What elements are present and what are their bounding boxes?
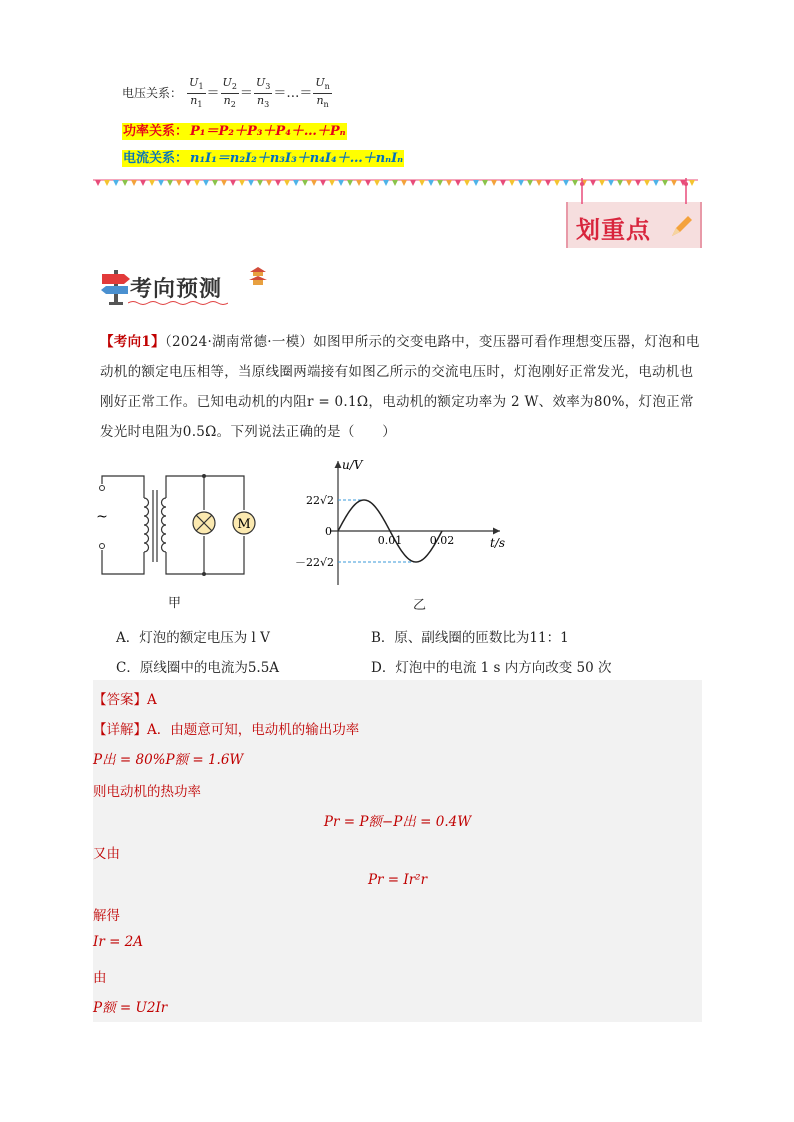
ribbon-triangle: [158, 180, 164, 186]
voltage-fraction-3: $\frac{U_3}{n_3}$: [255, 76, 271, 110]
ribbon-triangle: [392, 180, 398, 186]
ribbon-triangle: [545, 180, 551, 186]
ribbon-triangle: [131, 180, 137, 186]
circuit-diagram: [96, 470, 256, 580]
answer-panel: [93, 680, 702, 1022]
power-expression: P₁＝P₂＋P₃＋P₄＋…＋Pₙ: [190, 124, 346, 139]
ribbon-triangle: [95, 180, 101, 186]
question-text: [100, 327, 700, 447]
ribbon-triangle: [563, 180, 569, 186]
y-min-label: －22√2: [294, 556, 334, 569]
section-header: [100, 266, 270, 306]
ac-source-symbol: ~: [96, 509, 108, 525]
ribbon-triangle: [437, 180, 443, 186]
ribbon-triangle: [482, 180, 488, 186]
ribbon-triangle: [383, 180, 389, 186]
lamp-symbol: [193, 512, 215, 534]
question-tag: 【考向1】: [100, 334, 165, 350]
voltage-label: 电压关系：: [122, 86, 183, 101]
detail-line-3: Pr = P额−P出 = 0.4W: [323, 814, 472, 830]
ribbon-triangle: [140, 180, 146, 186]
detail-line-8: 由: [93, 970, 107, 986]
ribbon-triangle: [527, 180, 533, 186]
ribbon-triangle: [113, 180, 119, 186]
svg-text:M: M: [237, 517, 251, 532]
ribbon-triangle: [167, 180, 173, 186]
ribbon-triangle: [500, 180, 506, 186]
ribbon-triangle: [104, 180, 110, 186]
ribbon-triangle: [356, 180, 362, 186]
ribbon-triangle: [410, 180, 416, 186]
ribbon-triangle: [347, 180, 353, 186]
ribbon-triangle: [419, 180, 425, 186]
ribbon-triangle: [401, 180, 407, 186]
voltage-fraction-n: $\frac{U_n}{n_n}$: [315, 76, 330, 110]
ribbon-triangle: [320, 180, 326, 186]
option-b: B．原、副线圈的匝数比为11：1: [371, 630, 569, 646]
voltage-relation: 电压关系： $\frac{U_1}{n_1}$ ＝ $\frac{U_2}{n_2}$ ＝ $\frac{U_3}{n_3}$ ＝…＝ $\frac{U_n}{n_n}$: [122, 76, 330, 110]
voltage-fraction-1: $\frac{U_1}{n_1}$: [189, 76, 204, 110]
ribbon-triangle: [248, 180, 254, 186]
ribbon-triangle: [536, 180, 542, 186]
ribbon-triangle: [185, 180, 191, 186]
ribbon-triangle: [311, 180, 317, 186]
ribbon-triangle: [266, 180, 272, 186]
ribbon-triangle: [554, 180, 560, 186]
pagoda-icon: [248, 266, 268, 288]
detail-line-2: 则电动机的热功率: [93, 784, 201, 800]
origin-label: 0: [325, 525, 332, 538]
ribbon-triangle: [212, 180, 218, 186]
ribbon-triangle: [374, 180, 380, 186]
ribbon-triangle: [509, 180, 515, 186]
ribbon-triangle: [176, 180, 182, 186]
ribbon-triangle: [329, 180, 335, 186]
answer-label: 【答案】A: [93, 692, 157, 708]
ribbon-triangle: [122, 180, 128, 186]
ribbon-triangle: [455, 180, 461, 186]
current-relation: [122, 147, 404, 166]
x-axis-label: t/s: [490, 536, 506, 550]
ribbon-triangle: [428, 180, 434, 186]
ribbon-triangle: [149, 180, 155, 186]
detail-intro: 【详解】A．由题意可知，电动机的输出功率: [93, 722, 360, 738]
current-label: 电流关系：: [123, 151, 189, 166]
ribbon-triangle: [257, 180, 263, 186]
ribbon-triangle: [302, 180, 308, 186]
ribbon-triangle: [275, 180, 281, 186]
ribbon-triangle: [365, 180, 371, 186]
power-label: 功率关系：: [123, 124, 189, 139]
detail-line-5: Pr = Ir²r: [367, 872, 428, 888]
ribbon-triangle: [338, 180, 344, 186]
ribbon-triangle: [221, 180, 227, 186]
detail-line-6: 解得: [93, 908, 120, 924]
wavy-underline: [128, 300, 228, 306]
ribbon-triangle: [230, 180, 236, 186]
ribbon-triangle: [284, 180, 290, 186]
motor-symbol: [233, 512, 255, 534]
ribbon-triangle: [293, 180, 299, 186]
ribbon-triangle: [473, 180, 479, 186]
x-tick-label-2: 0.02: [429, 534, 455, 547]
ribbon-triangle: [203, 180, 209, 186]
ribbon-triangle: [446, 180, 452, 186]
y-axis-label: u/V: [342, 458, 363, 472]
option-d: D．灯泡中的电流 1 s 内方向改变 50 次: [371, 660, 612, 676]
pencil-icon: [668, 214, 694, 240]
ribbon-triangle: [464, 180, 470, 186]
detail-line-7: Ir = 2A: [93, 934, 144, 950]
y-max-label: 22√2: [305, 494, 334, 507]
graph-caption: 乙: [413, 598, 427, 613]
question-body: （2024·湖南常德·一模）如图甲所示的交变电路中，变压器可看作理想变压器，灯泡和电动机的额定电压相等，当原线圈两端接有如图乙所示的交流电压时，灯泡刚好正常发光，电动机也刚好正常工作。已知电动机的内阻r = 0.1Ω，电动机的额定功率为 2 W、效率为80%，灯泡正常发光时电阻为0.5Ω。下列说法正确的是（ ）: [100, 334, 700, 440]
ribbon-triangle: [518, 180, 524, 186]
ribbon-triangle: [239, 180, 245, 186]
option-a: A．灯泡的额定电压为 l V: [116, 630, 270, 646]
highlight-badge: [566, 202, 702, 248]
x-tick-label-1: 0.01: [377, 534, 403, 547]
badge-strings: [578, 178, 690, 204]
detail-line-4: 又由: [93, 846, 120, 862]
detail-line-9: P额 = U2Ir: [93, 1000, 168, 1016]
ribbon-triangle: [491, 180, 497, 186]
voltage-fraction-2: $\frac{U_2}{n_2}$: [222, 76, 237, 110]
voltage-graph: [290, 455, 520, 590]
highlight-badge-text: 划重点: [576, 216, 651, 244]
current-expression: n₁I₁＝n₂I₂＋n₃I₃＋n₄I₄＋…＋nₙIₙ: [190, 151, 404, 166]
power-relation: [122, 120, 347, 139]
circuit-caption: 甲: [168, 596, 182, 611]
section-title: 考向预测: [130, 277, 223, 302]
option-c: C．原线圈中的电流为5.5A: [116, 660, 280, 676]
ribbon-triangle: [194, 180, 200, 186]
detail-line-1: P出 = 80%P额 = 1.6W: [93, 752, 244, 768]
